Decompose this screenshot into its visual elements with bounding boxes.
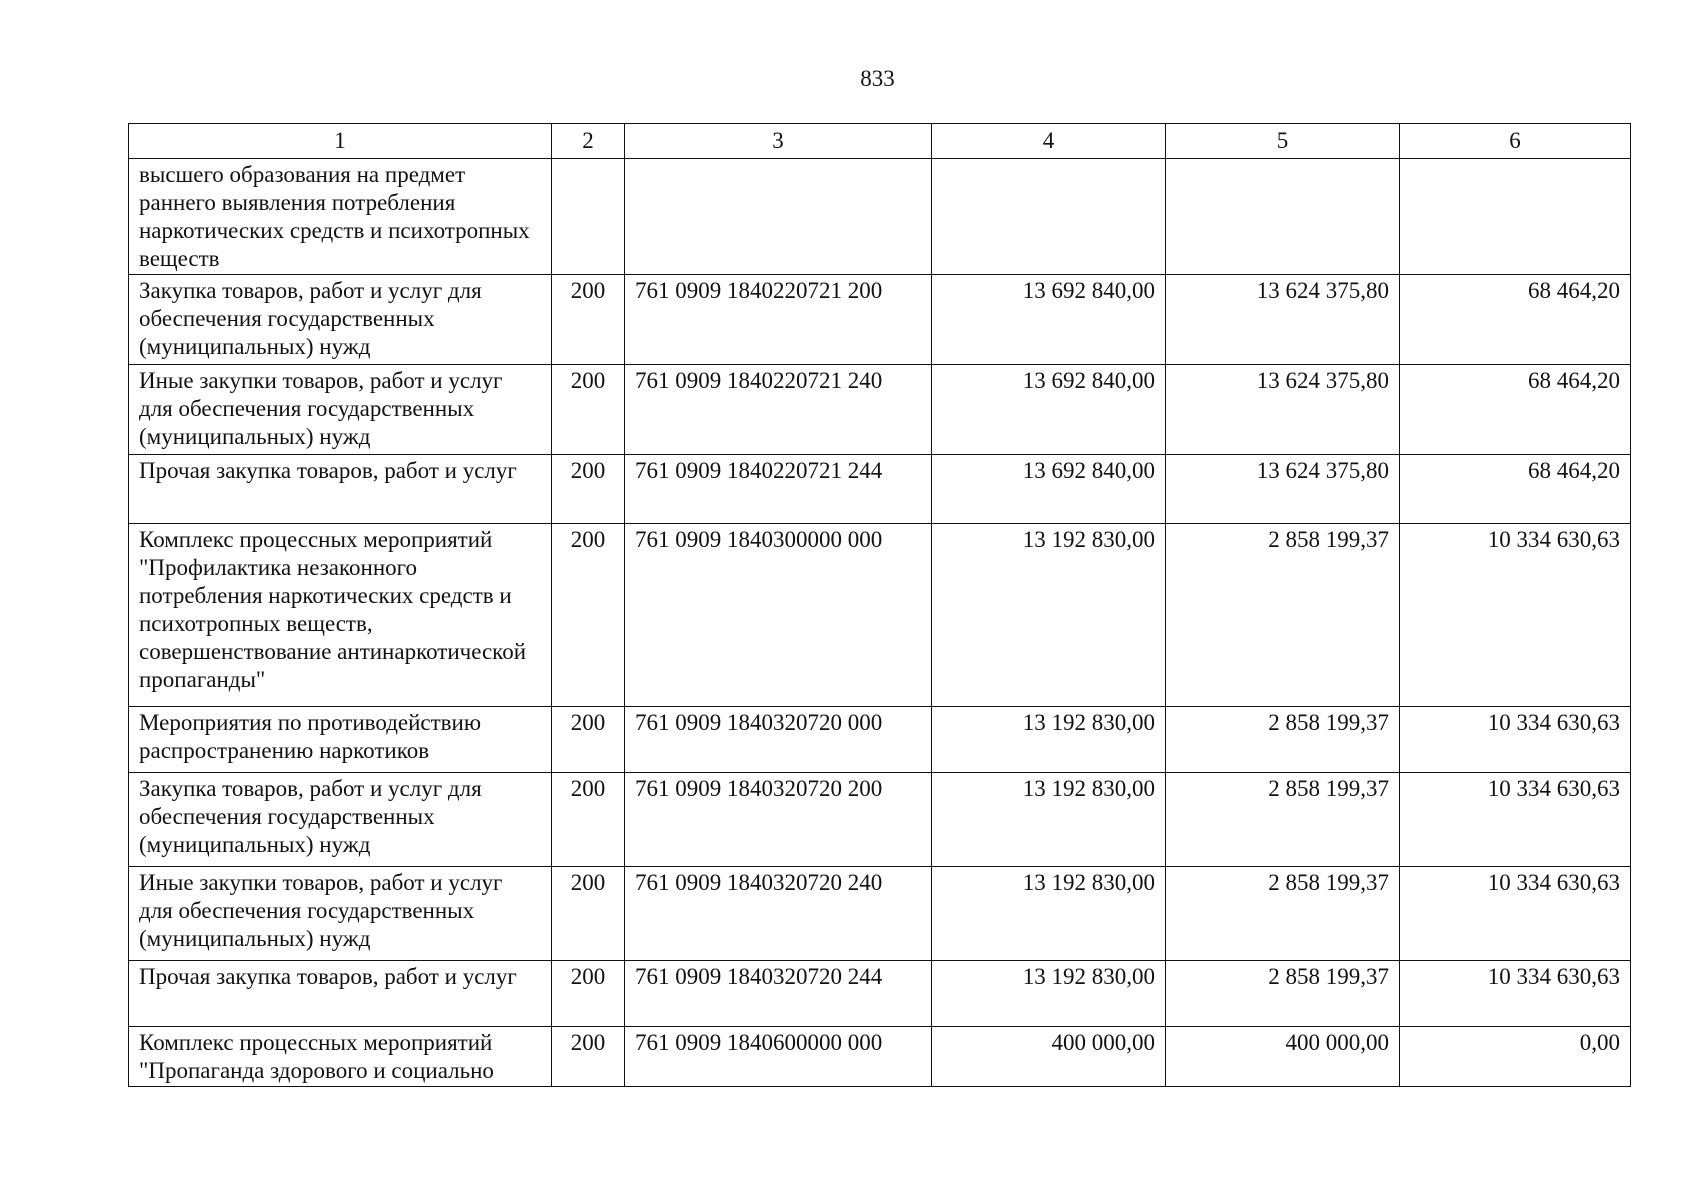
column-header: 4 [932, 124, 1166, 159]
row-col6: 10 334 630,63 [1400, 961, 1631, 1027]
column-header: 3 [625, 124, 932, 159]
row-col6 [1400, 159, 1631, 275]
row-col6: 68 464,20 [1400, 275, 1631, 365]
row-classification: 761 0909 1840320720 244 [625, 961, 932, 1027]
row-name: Мероприятия по противодействию распространению наркотиков [129, 707, 552, 773]
row-code: 200 [552, 365, 625, 455]
row-col6: 10 334 630,63 [1400, 707, 1631, 773]
row-name: Иные закупки товаров, работ и услуг для обеспечения государственных (муниципальных) нужд [129, 867, 552, 961]
row-classification: 761 0909 1840220721 240 [625, 365, 932, 455]
row-code: 200 [552, 1027, 625, 1087]
row-name: Комплекс процессных мероприятий "Пропаганда здорового и социально [129, 1027, 552, 1087]
table-row [129, 961, 1631, 1027]
row-col6: 10 334 630,63 [1400, 524, 1631, 707]
row-col4: 13 692 840,00 [932, 365, 1166, 455]
row-code: 200 [552, 707, 625, 773]
table-header-row [129, 124, 1631, 159]
row-col5: 2 858 199,37 [1166, 524, 1400, 707]
row-col6: 68 464,20 [1400, 455, 1631, 524]
row-col5: 2 858 199,37 [1166, 773, 1400, 867]
row-col4 [932, 159, 1166, 275]
row-name: высшего образования на предмет раннего выявления потребления наркотических средств и психотропных веществ [129, 159, 552, 275]
row-classification: 761 0909 1840220721 200 [625, 275, 932, 365]
row-name: Закупка товаров, работ и услуг для обеспечения государственных (муниципальных) нужд [129, 275, 552, 365]
table-row [129, 707, 1631, 773]
row-col4: 13 192 830,00 [932, 867, 1166, 961]
table-row [129, 1027, 1631, 1087]
table-row [129, 524, 1631, 707]
row-col4: 13 192 830,00 [932, 773, 1166, 867]
row-code: 200 [552, 455, 625, 524]
row-col6: 10 334 630,63 [1400, 773, 1631, 867]
table-row [129, 455, 1631, 524]
row-col4: 13 692 840,00 [932, 455, 1166, 524]
table-row [129, 867, 1631, 961]
table-row [129, 773, 1631, 867]
row-classification: 761 0909 1840600000 000 [625, 1027, 932, 1087]
table-row [129, 365, 1631, 455]
row-col5: 2 858 199,37 [1166, 867, 1400, 961]
row-col4: 13 692 840,00 [932, 275, 1166, 365]
row-code: 200 [552, 867, 625, 961]
row-col5: 13 624 375,80 [1166, 365, 1400, 455]
column-header: 5 [1166, 124, 1400, 159]
row-col5 [1166, 159, 1400, 275]
column-header: 2 [552, 124, 625, 159]
table-row [129, 159, 1631, 275]
row-name: Закупка товаров, работ и услуг для обеспечения государственных (муниципальных) нужд [129, 773, 552, 867]
row-col5: 13 624 375,80 [1166, 275, 1400, 365]
row-name: Прочая закупка товаров, работ и услуг [129, 961, 552, 1027]
row-classification: 761 0909 1840300000 000 [625, 524, 932, 707]
row-name: Комплекс процессных мероприятий "Профилактика незаконного потребления наркотических средств и психотропных веществ, совершенствование антинаркотической пропаганды" [129, 524, 552, 707]
row-col5: 13 624 375,80 [1166, 455, 1400, 524]
row-col4: 13 192 830,00 [932, 961, 1166, 1027]
row-name: Иные закупки товаров, работ и услуг для обеспечения государственных (муниципальных) нужд [129, 365, 552, 455]
row-col4: 13 192 830,00 [932, 524, 1166, 707]
row-col4: 400 000,00 [932, 1027, 1166, 1087]
row-col6: 0,00 [1400, 1027, 1631, 1087]
row-classification [625, 159, 932, 275]
row-classification: 761 0909 1840320720 200 [625, 773, 932, 867]
column-header: 6 [1400, 124, 1631, 159]
budget-table [128, 123, 1631, 1087]
row-col5: 2 858 199,37 [1166, 961, 1400, 1027]
row-col6: 68 464,20 [1400, 365, 1631, 455]
row-code: 200 [552, 524, 625, 707]
row-classification: 761 0909 1840220721 244 [625, 455, 932, 524]
row-code: 200 [552, 773, 625, 867]
row-classification: 761 0909 1840320720 000 [625, 707, 932, 773]
row-code: 200 [552, 275, 625, 365]
column-header: 1 [129, 124, 552, 159]
table-row [129, 275, 1631, 365]
row-col6: 10 334 630,63 [1400, 867, 1631, 961]
row-col4: 13 192 830,00 [932, 707, 1166, 773]
row-code [552, 159, 625, 275]
row-col5: 400 000,00 [1166, 1027, 1400, 1087]
row-code: 200 [552, 961, 625, 1027]
row-col5: 2 858 199,37 [1166, 707, 1400, 773]
row-classification: 761 0909 1840320720 240 [625, 867, 932, 961]
page-number: 833 [860, 66, 895, 91]
row-name: Прочая закупка товаров, работ и услуг [129, 455, 552, 524]
